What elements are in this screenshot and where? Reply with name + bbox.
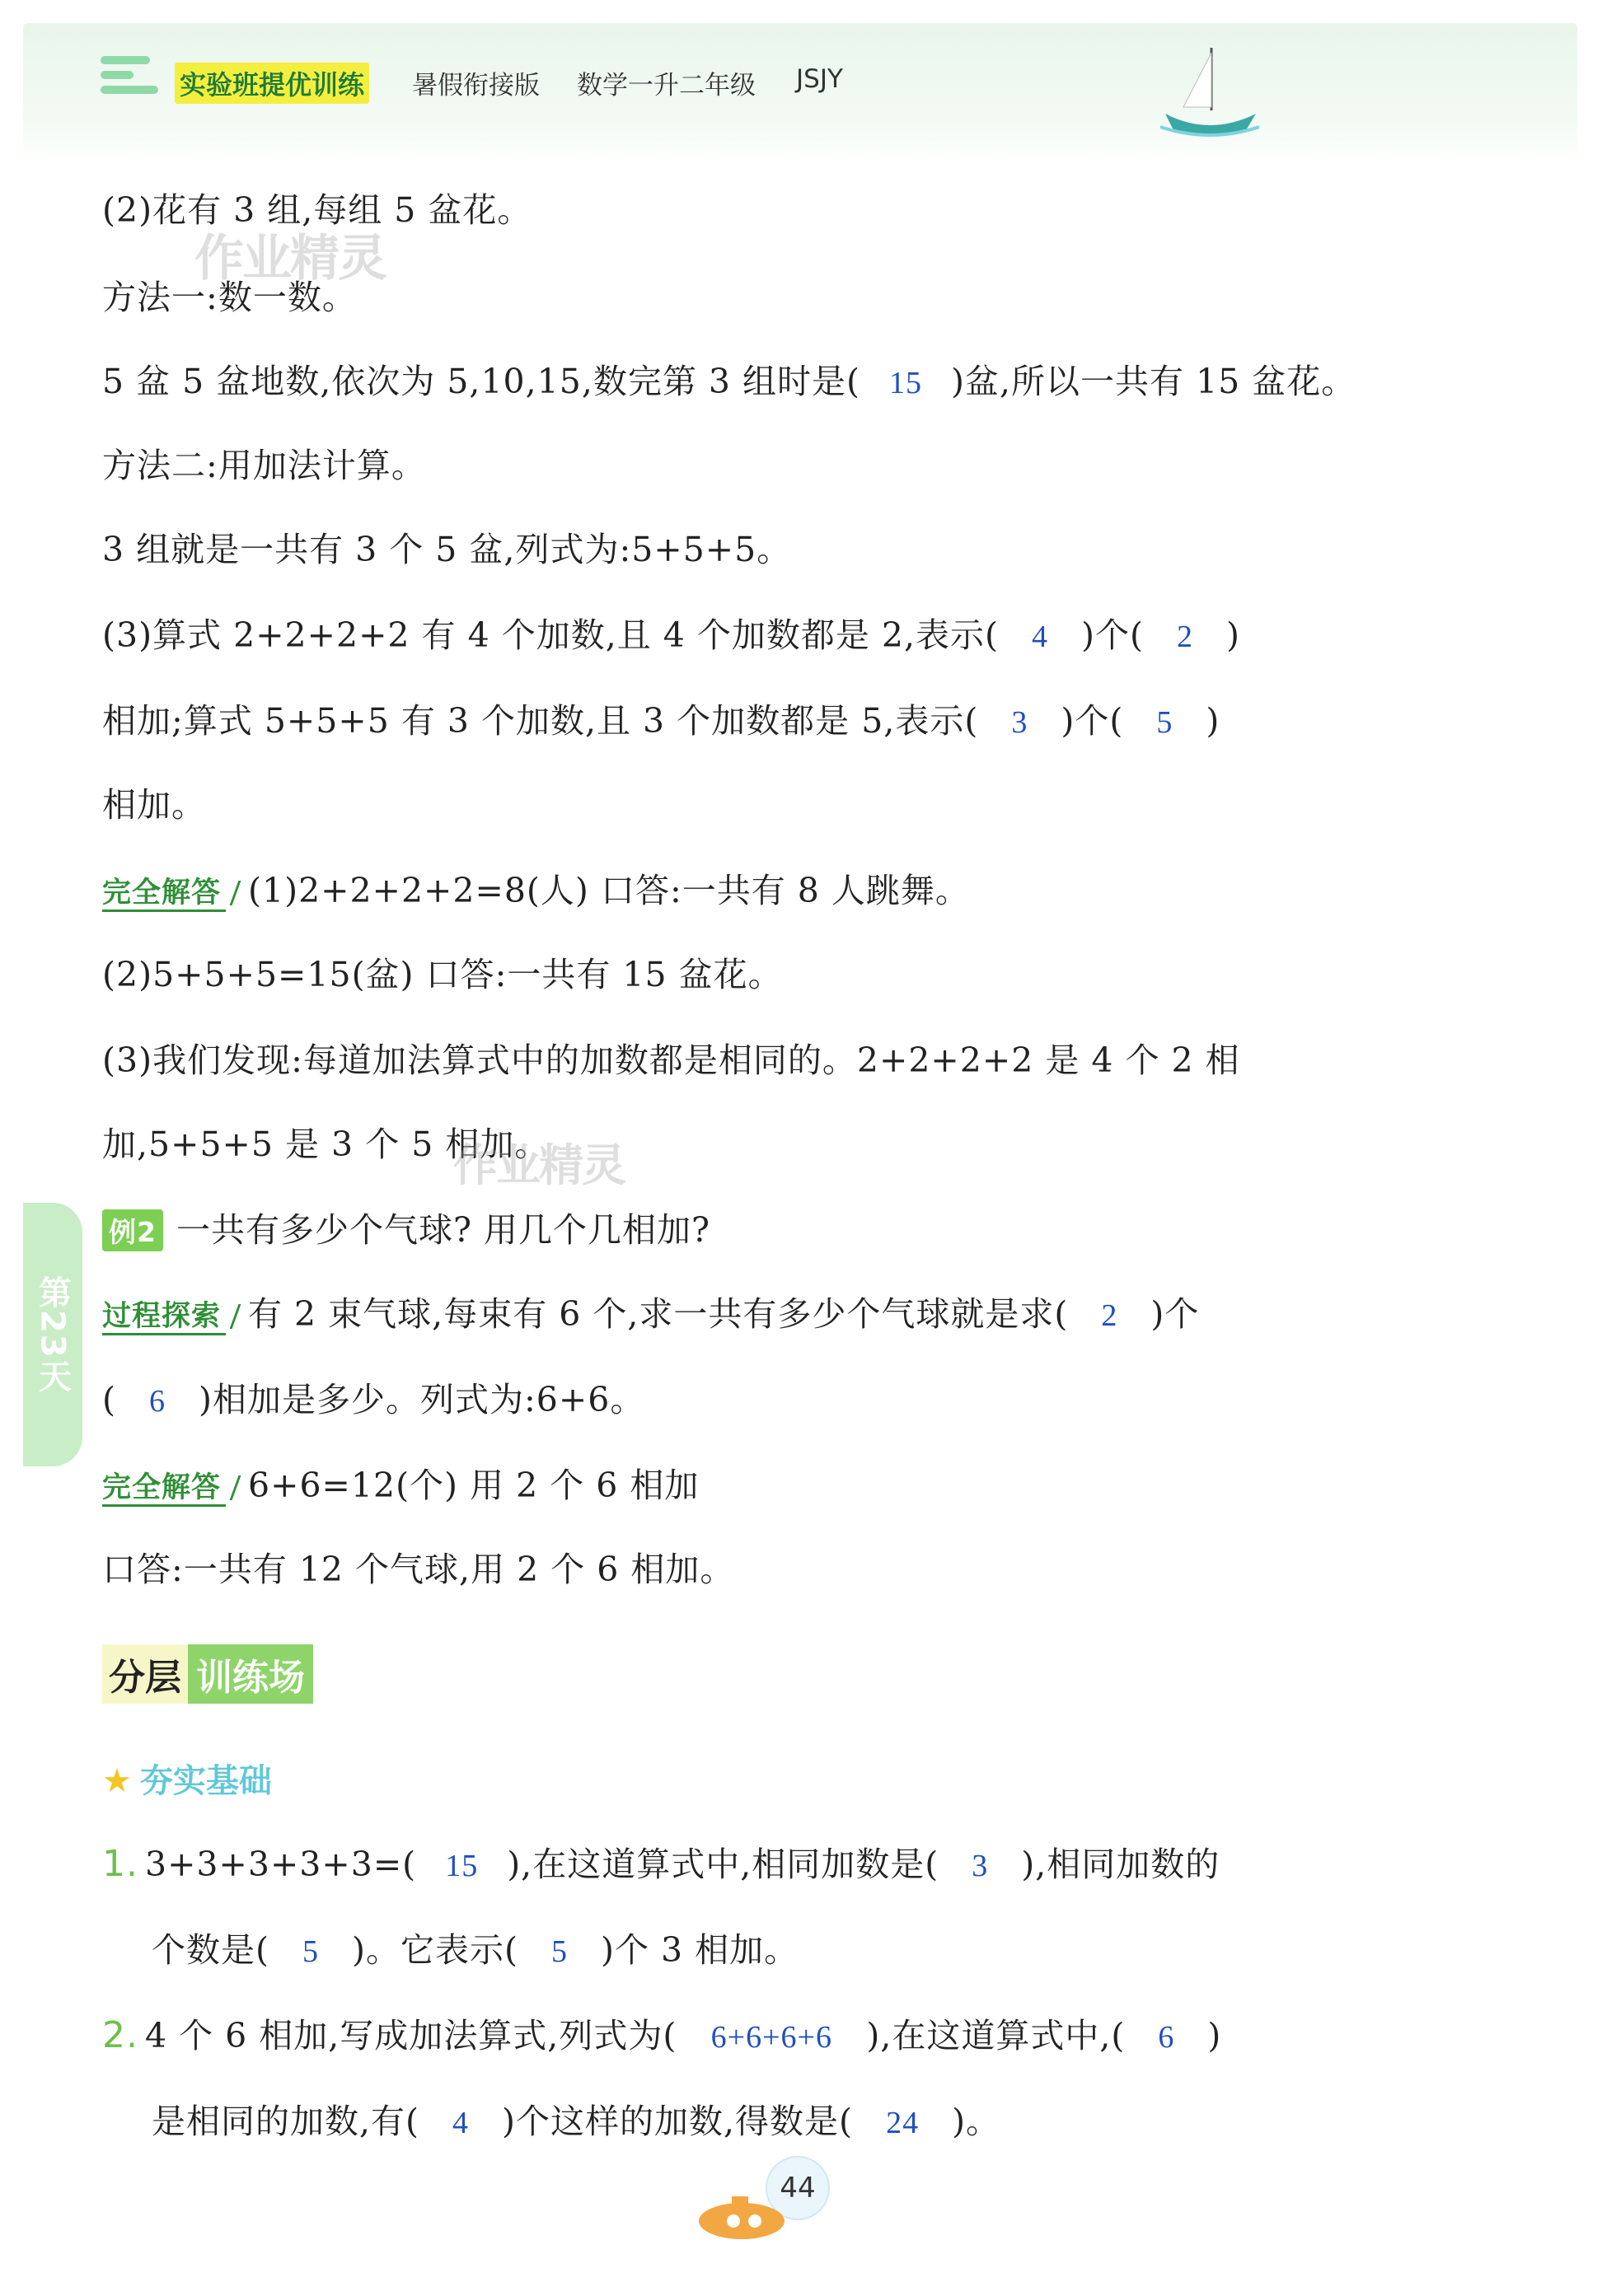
text-line: 加,5+5+5 是 3 个 5 相加。 <box>102 1125 550 1164</box>
question-2: 2. 4 个 6 相加,写成加法算式,列式为( 6+6+6+6 ),在这道算式中,( 6 ) <box>102 2014 1222 2056</box>
question-1-cont: 个数是( 5 )。它表示( 5 )个 3 相加。 <box>152 1930 799 1970</box>
text-line: ( 6 )相加是多少。列式为:6+6。 <box>102 1380 645 1419</box>
example-badge: 例2 <box>102 1209 163 1251</box>
answer: 6 <box>1158 2020 1175 2055</box>
answer: 6+6+6+6 <box>710 2020 832 2055</box>
section-label: 完全解答 <box>102 1471 226 1507</box>
answer: 24 <box>886 2106 920 2140</box>
publisher-code: JSJY <box>796 64 843 94</box>
text-line: 方法一:数一数。 <box>102 278 357 317</box>
answer: 4 <box>1032 620 1049 654</box>
text-line: (3)我们发现:每道加法算式中的加数都是相同的。2+2+2+2 是 4 个 2 相 <box>102 1040 1240 1080</box>
text-line: 完全解答 6+6=12(个) 用 2 个 6 相加 <box>102 1466 700 1505</box>
subject-label: 数学一升二年级 <box>577 71 756 101</box>
text-line: 5 盆 5 盆地数,依次为 5,10,15,数完第 3 组时是( 15 )盆,所以一共有 15 盆花。 <box>102 362 1356 401</box>
watermark: 作业精灵 <box>453 1139 625 1191</box>
answer: 5 <box>1156 705 1173 740</box>
section-label: 完全解答 <box>102 877 226 912</box>
series-logo-icon <box>97 49 166 99</box>
text-line: 3 组就是一共有 3 个 5 盆,列式为:5+5+5。 <box>102 530 792 569</box>
subsection-title: ★ 夯实基础 <box>102 1762 272 1800</box>
text-line: (2)花有 3 组,每组 5 盆花。 <box>102 190 532 230</box>
text-line: 方法二:用加法计算。 <box>102 446 426 485</box>
answer: 3 <box>972 1849 989 1883</box>
star-icon: ★ <box>102 1762 132 1800</box>
text-line: 相加;算式 5+5+5 有 3 个加数,且 3 个加数都是 5,表示( 3 )个( 5 ) <box>102 701 1220 741</box>
text-line: 完全解答 (1)2+2+2+2=8(人) 口答:一共有 8 人跳舞。 <box>102 871 970 910</box>
question-2-cont: 是相同的加数,有( 4 )个这样的加数,得数是( 24 )。 <box>152 2102 1001 2141</box>
answer: 5 <box>551 1934 568 1969</box>
answer: 15 <box>889 366 923 400</box>
answer: 2 <box>1101 1298 1118 1333</box>
answer: 4 <box>452 2106 470 2140</box>
section-title: 分层 训练场 <box>102 1644 313 1704</box>
sailboat-icon <box>1160 44 1259 140</box>
answer: 2 <box>1177 620 1194 654</box>
text-line: 相加。 <box>102 785 206 825</box>
question-1: 1. 3+3+3+3+3=( 15 ),在这道算式中,相同加数是( 3 ),相同加数的 <box>102 1843 1220 1885</box>
day-tab: 第23天 <box>23 1203 82 1466</box>
text-line: (3)算式 2+2+2+2 有 4 个加数,且 4 个加数都是 2,表示( 4 )个( 2 ) <box>102 615 1241 655</box>
text-line: 例2 一共有多少个气球? 用几个几相加? <box>102 1203 710 1251</box>
watermark: 作业精灵 <box>194 230 386 288</box>
answer: 6 <box>149 1384 166 1419</box>
text-line: 口答:一共有 12 个气球,用 2 个 6 相加。 <box>102 1550 735 1589</box>
edition-label: 暑假衔接版 <box>412 71 540 101</box>
series-title: 实验班提优训练 <box>175 63 369 104</box>
answer: 5 <box>302 1934 319 1969</box>
page-number: 44 <box>780 2172 816 2205</box>
answer: 15 <box>445 1849 479 1883</box>
text-line: 过程探索 有 2 束气球,每束有 6 个,求一共有多少个气球就是求( 2 )个 <box>102 1294 1200 1334</box>
answer: 3 <box>1011 705 1028 740</box>
text-line: (2)5+5+5=15(盆) 口答:一共有 15 盆花。 <box>102 955 783 994</box>
section-label: 过程探索 <box>102 1300 226 1335</box>
